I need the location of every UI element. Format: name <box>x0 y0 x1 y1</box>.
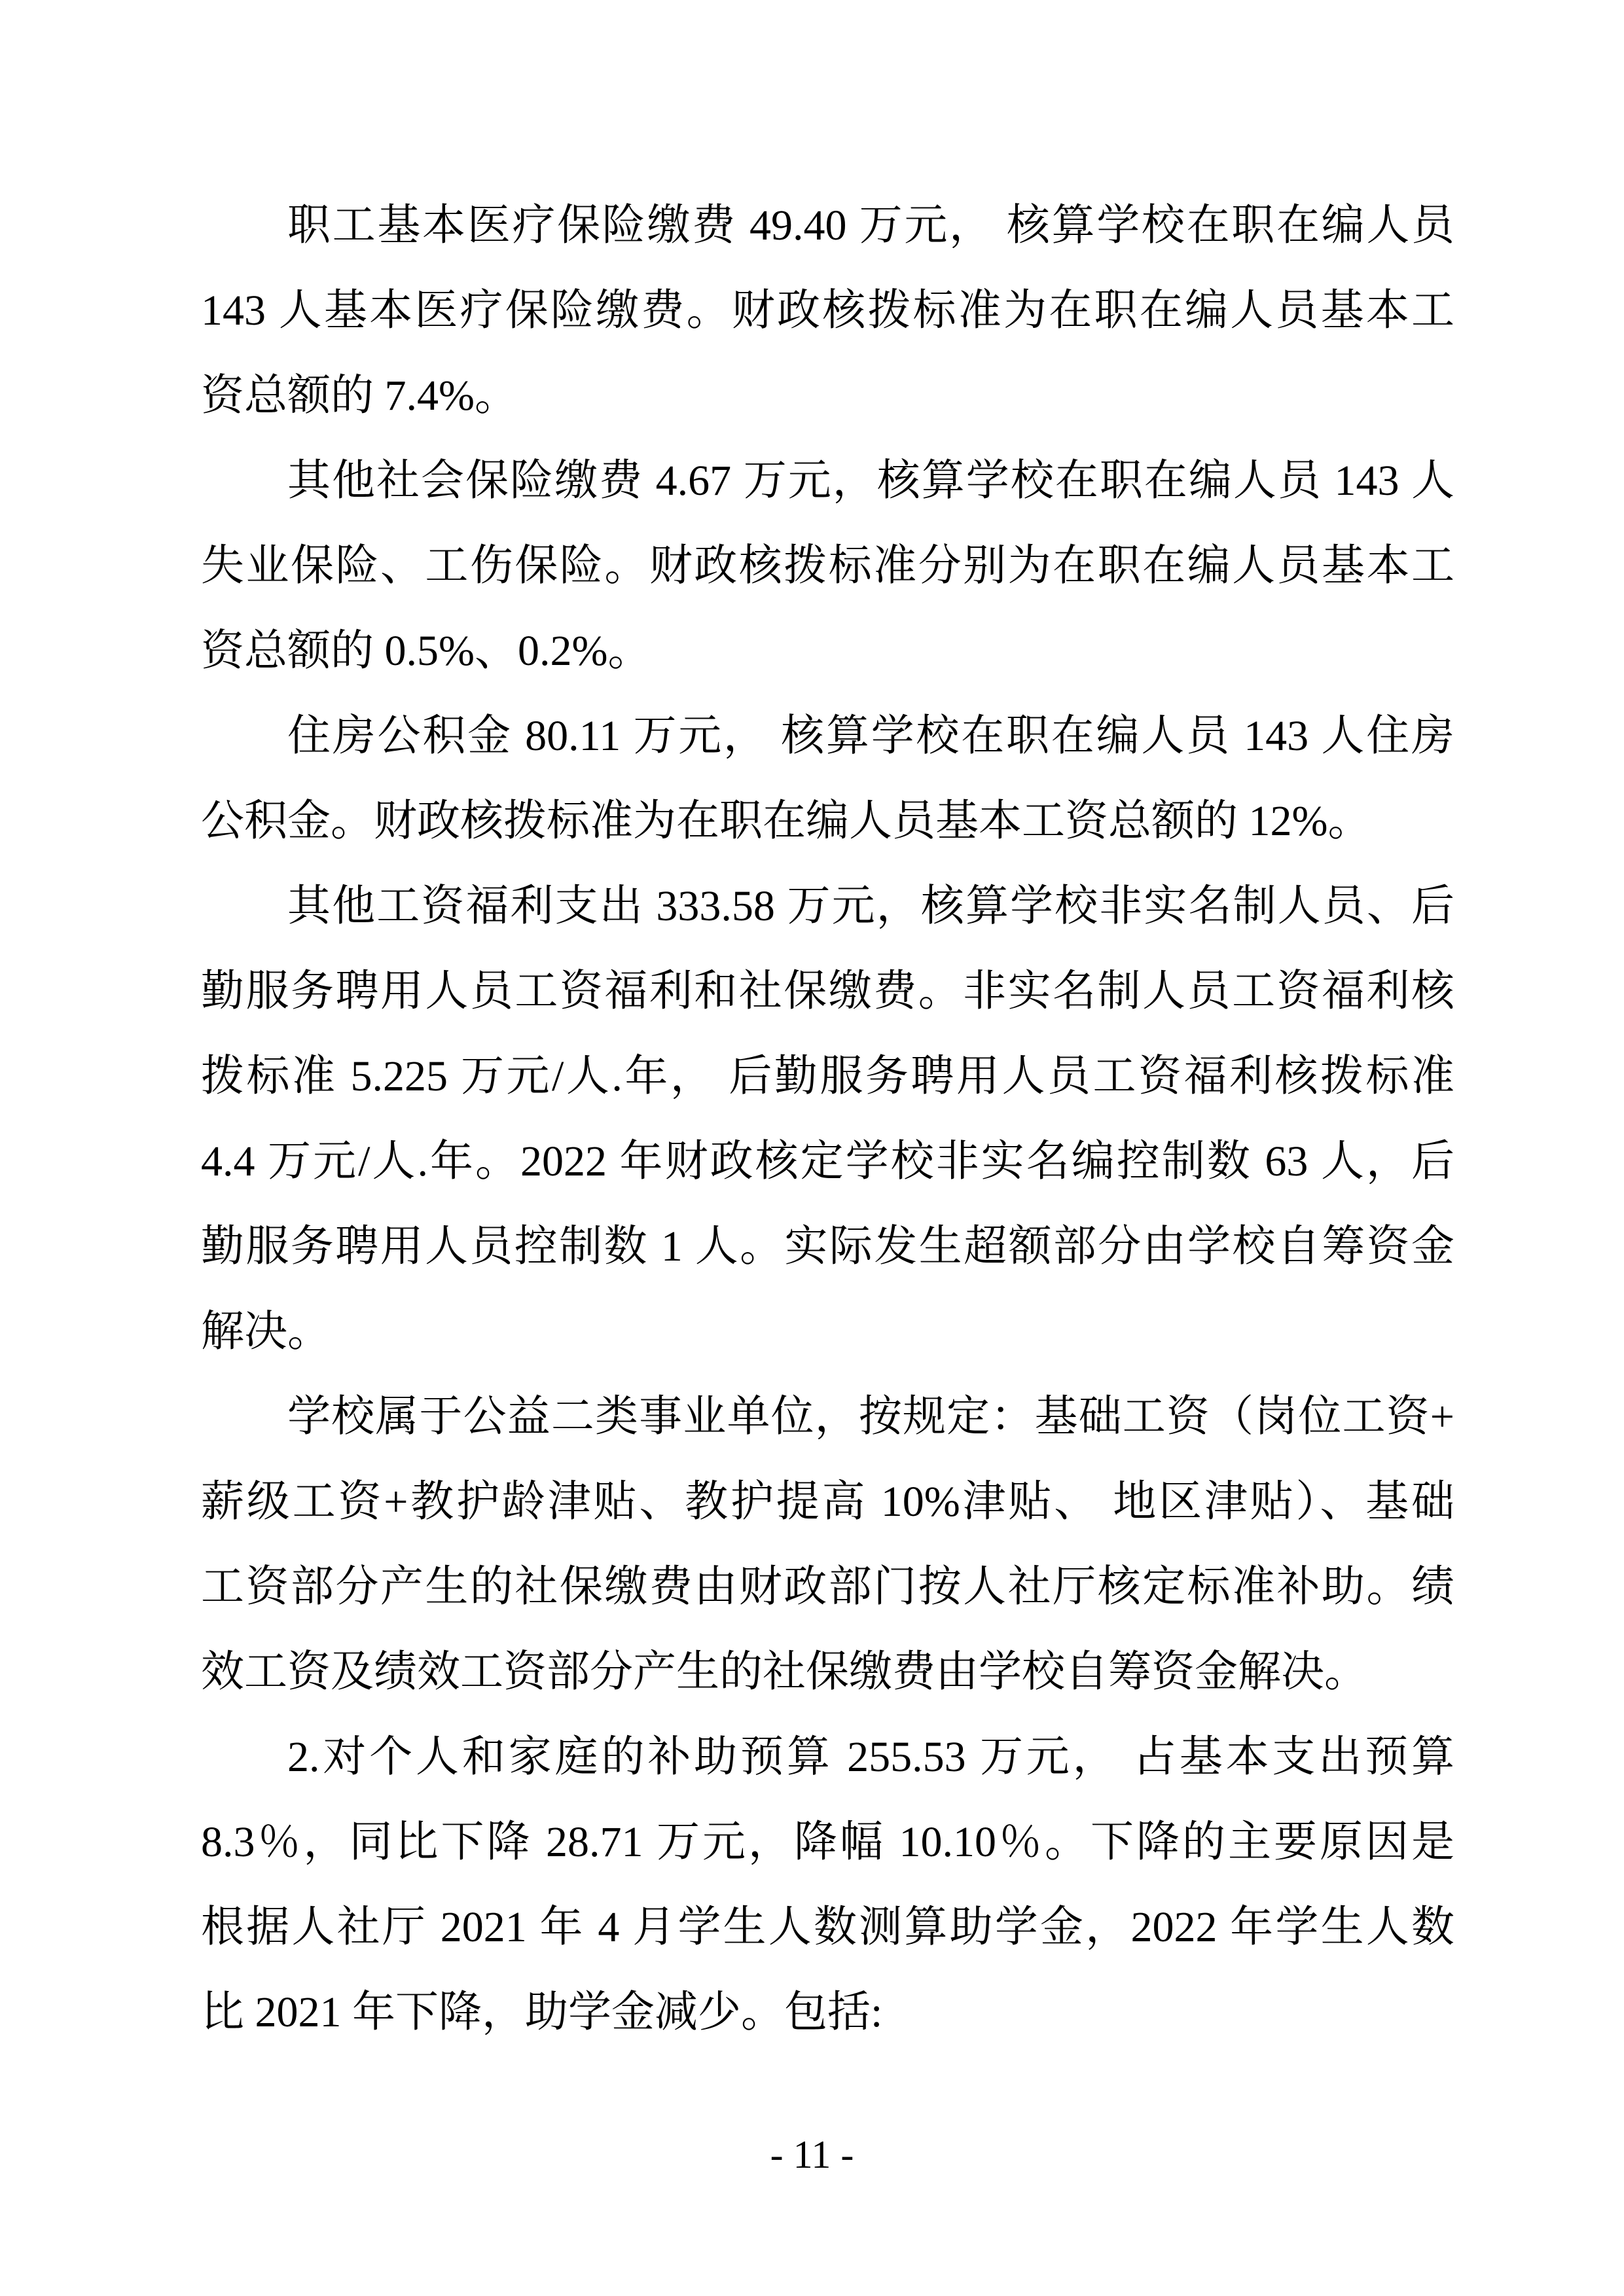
text-line: 工资部分产生的社保缴费由财政部门按人社厅核定标准补助。绩 <box>201 1563 1454 1611</box>
text-line: 公积金。财政核拨标准为在职在编人员基本工资总额的 12%。 <box>201 797 1371 845</box>
text-line: 薪级工资+教护龄津贴、教护提高 10%津贴、 地区津贴）、基础 <box>201 1478 1454 1526</box>
text-line: 根据人社厅 2021 年 4 月学生人数测算助学金，2022 年学生人数 <box>201 1903 1454 1951</box>
text-line: 勤服务聘用人员控制数 1 人。实际发生超额部分由学校自筹资金 <box>201 1223 1454 1270</box>
text-line: 解决。 <box>201 1308 331 1355</box>
text-block <box>201 183 1454 2055</box>
text-line: 143 人基本医疗保险缴费。财政核拨标准为在职在编人员基本工 <box>201 287 1454 334</box>
text-line: 其他工资福利支出 333.58 万元，核算学校非实名制人员、后 <box>287 882 1454 930</box>
text-line: 效工资及绩效工资部分产生的社保缴费由学校自筹资金解决。 <box>201 1648 1367 1696</box>
text-line: 2.对个人和家庭的补助预算 255.53 万元， 占基本支出预算 <box>287 1733 1454 1781</box>
text-line: 职工基本医疗保险缴费 49.40 万元， 核算学校在职在编人员 <box>287 202 1454 249</box>
page-number: - 11 - <box>770 2133 854 2176</box>
text-line: 勤服务聘用人员工资福利和社保缴费。非实名制人员工资福利核 <box>201 967 1454 1015</box>
text-line: 8.3％，同比下降 28.71 万元，降幅 10.10％。下降的主要原因是 <box>201 1818 1454 1866</box>
text-line: 学校属于公益二类事业单位，按规定：基础工资（岗位工资+ <box>287 1393 1454 1441</box>
text-line: 失业保险、工伤保险。财政核拨标准分别为在职在编人员基本工 <box>201 542 1454 590</box>
text-line: 住房公积金 80.11 万元， 核算学校在职在编人员 143 人住房 <box>287 712 1454 760</box>
text-line: 资总额的 7.4%。 <box>201 372 518 420</box>
text-line: 其他社会保险缴费 4.67 万元，核算学校在职在编人员 143 人 <box>287 457 1454 505</box>
text-line: 4.4 万元/人.年。2022 年财政核定学校非实名编控制数 63 人，后 <box>201 1138 1454 1185</box>
text-line: 拨标准 5.225 万元/人.年， 后勤服务聘用人员工资福利核拨标准 <box>201 1052 1454 1100</box>
text-line: 比 2021 年下降，助学金减少。包括: <box>201 1988 883 2036</box>
text-line: 资总额的 0.5%、0.2%。 <box>201 627 651 675</box>
